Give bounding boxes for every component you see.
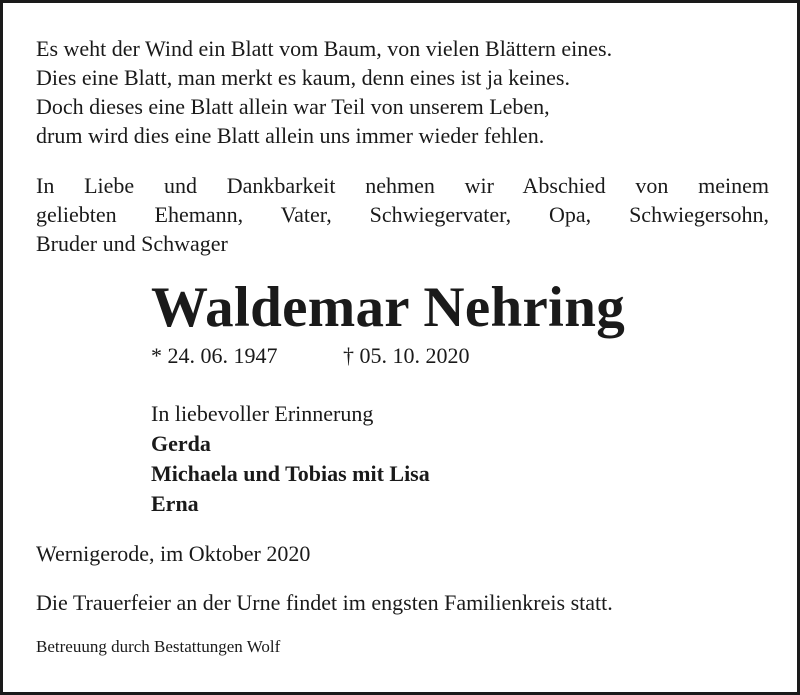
undertaker-credit: Betreuung durch Bestattungen Wolf <box>36 637 281 656</box>
intro-line: geliebten Ehemann, Vater, Schwiegervater, Opa, Schwiegersohn, <box>36 202 769 227</box>
poem-line: Dies eine Blatt, man merkt es kaum, denn eines ist ja keines. <box>36 65 570 90</box>
funeral-note: Die Trauerfeier an der Urne findet im engsten Familienkreis statt. <box>36 590 613 615</box>
deceased-name: Waldemar Nehring <box>151 276 625 339</box>
mourner-name: Gerda <box>151 431 211 456</box>
mourner-name: Erna <box>151 491 199 516</box>
poem-line: drum wird dies eine Blatt allein uns immer wieder fehlen. <box>36 123 545 148</box>
place-date: Wernigerode, im Oktober 2020 <box>36 541 311 566</box>
intro-line: In Liebe und Dankbarkeit nehmen wir Abschied von meinem <box>36 173 769 198</box>
mourners-heading: In liebevoller Erinnerung <box>151 401 374 426</box>
death-date: † 05. 10. 2020 <box>343 343 470 368</box>
mourner-name: Michaela und Tobias mit Lisa <box>151 461 430 486</box>
intro-line: Bruder und Schwager <box>36 231 228 256</box>
birth-date: * 24. 06. 1947 <box>151 343 278 368</box>
poem-line: Doch dieses eine Blatt allein war Teil von unserem Leben, <box>36 94 550 119</box>
poem-line: Es weht der Wind ein Blatt vom Baum, von vielen Blättern eines. <box>36 36 613 61</box>
